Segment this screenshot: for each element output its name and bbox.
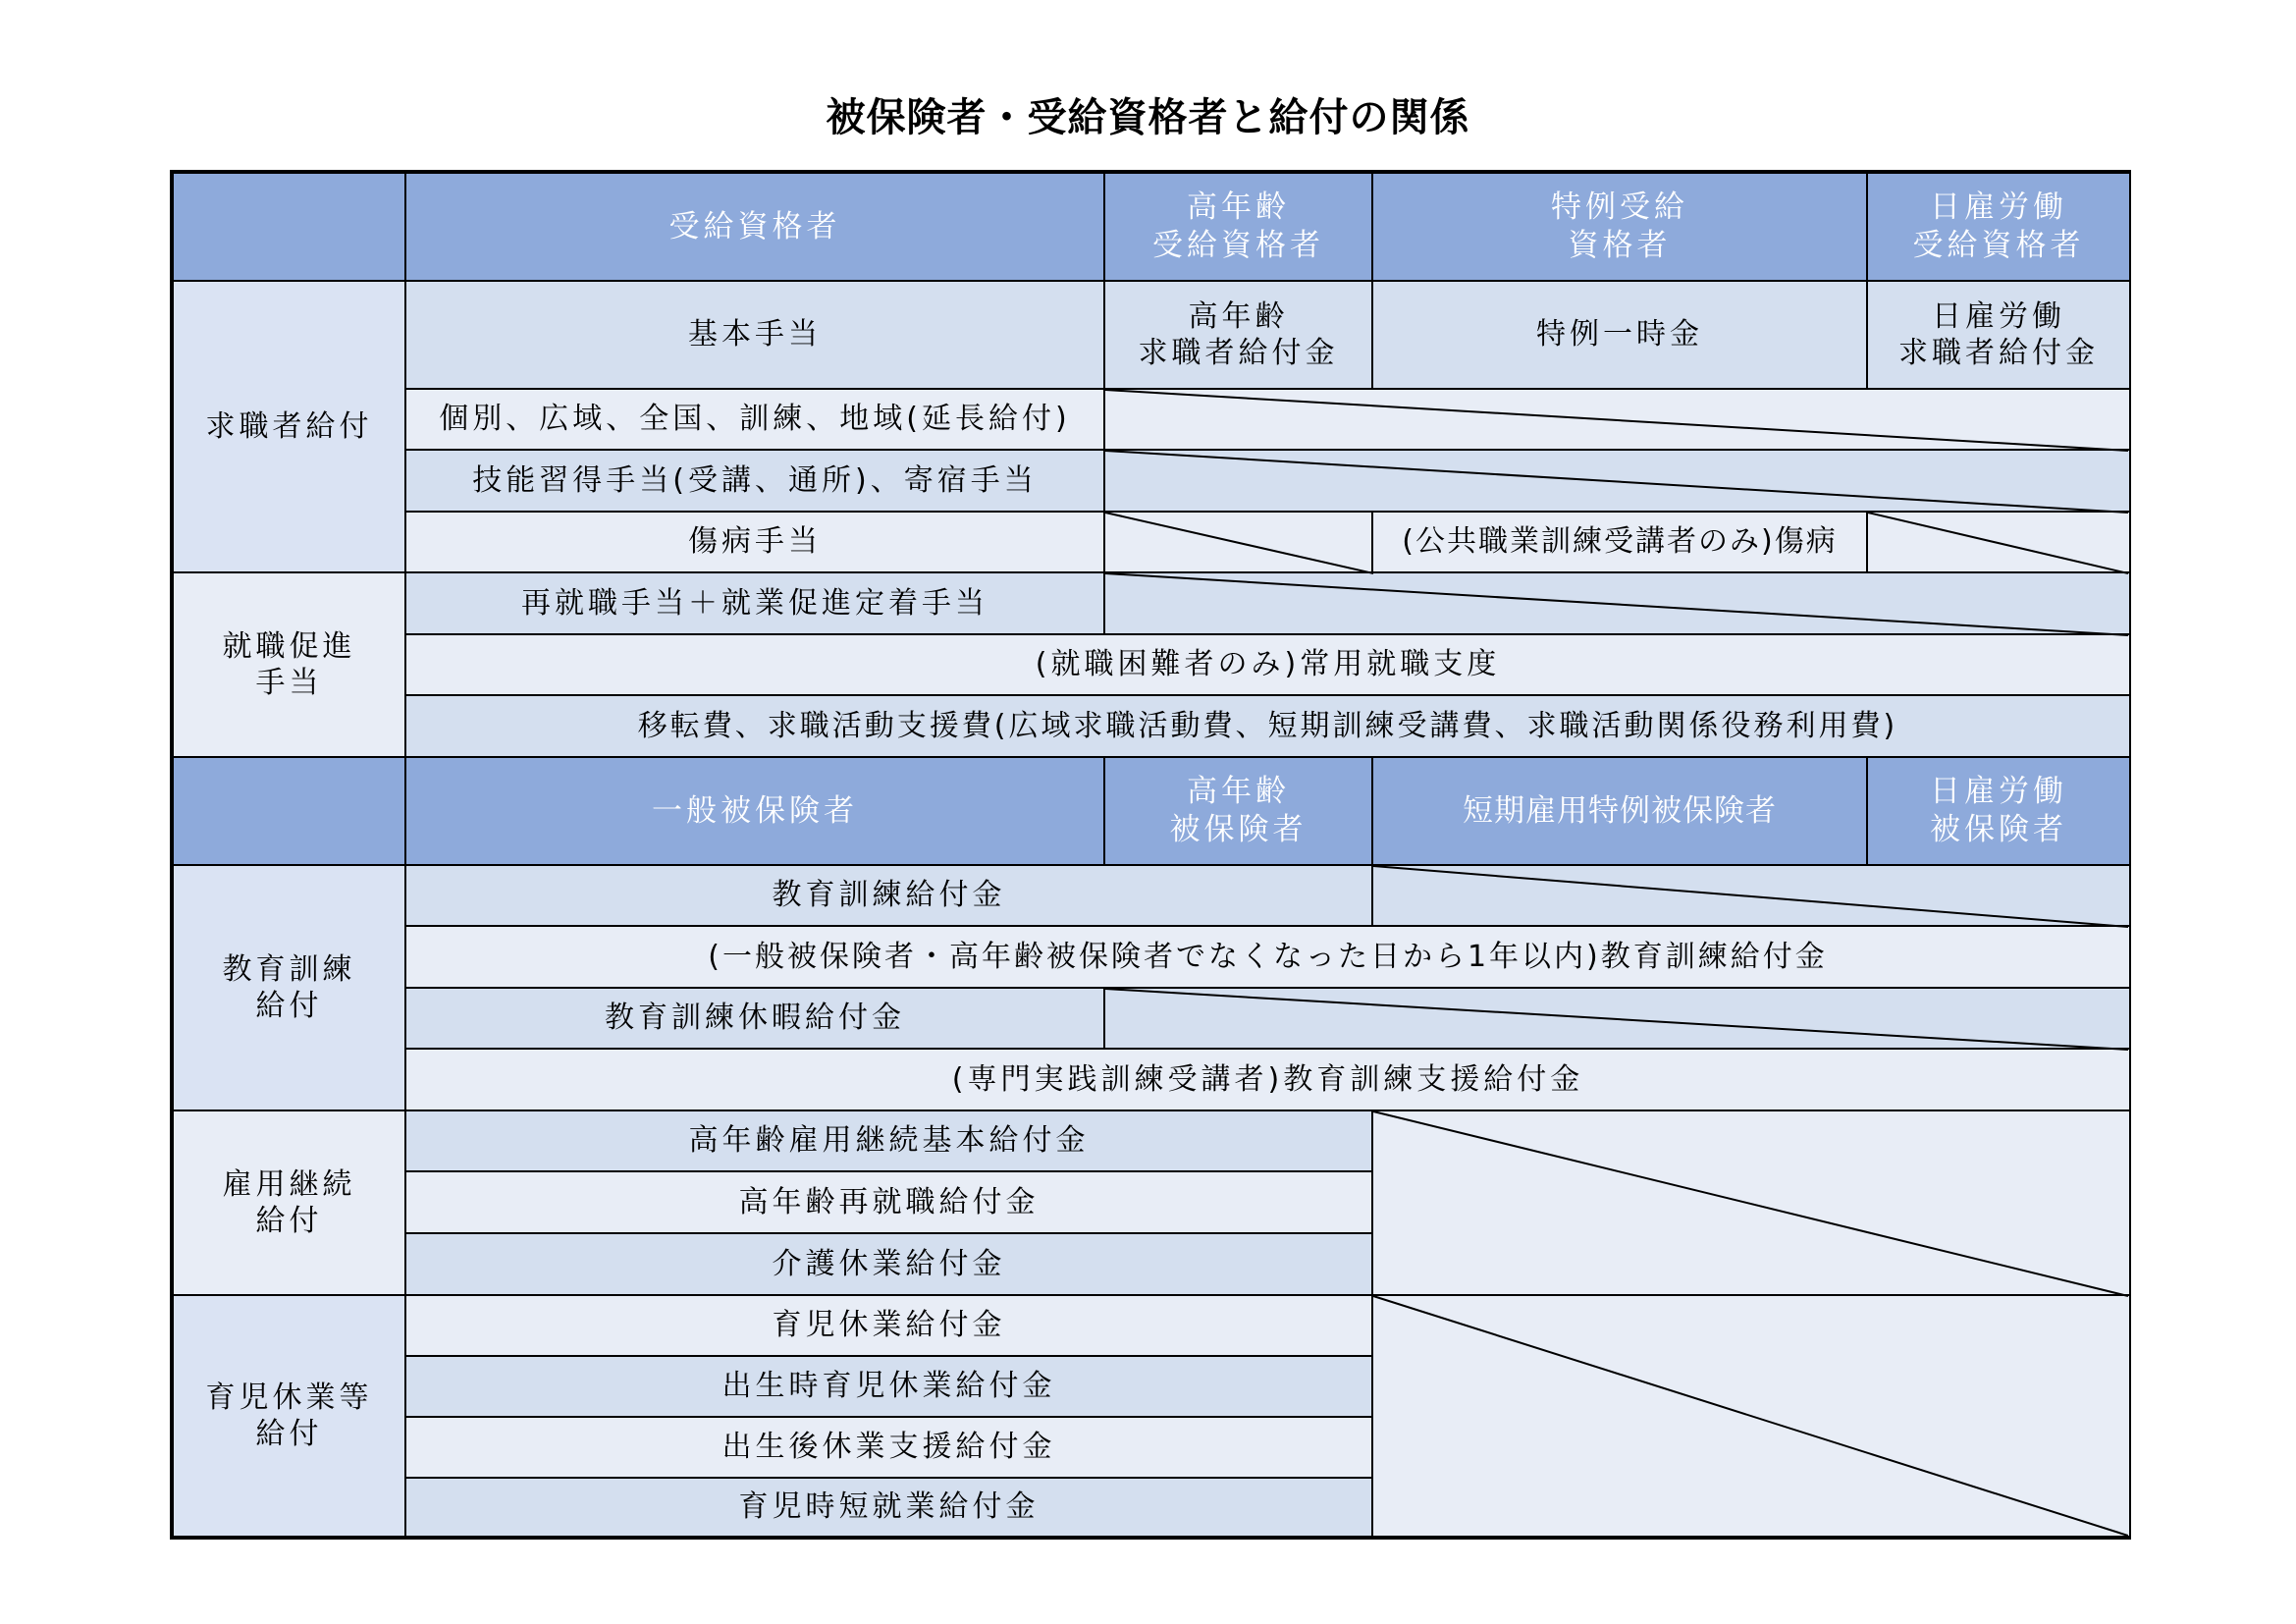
- row-post-birth-leave-support: 出生後休業支援給付金: [406, 1418, 1373, 1479]
- na-cell-childcare: [1373, 1296, 2129, 1536]
- header2-corner: [174, 758, 406, 866]
- benefit-relationship-table: [170, 170, 2131, 1540]
- header2-day-laborer-insured: 日雇労働 被保険者: [1868, 758, 2129, 866]
- header2-short-term-insured: 短期雇用特例被保険者: [1373, 758, 1868, 866]
- na-cell-skill-acquisition: [1105, 451, 2129, 513]
- header1-corner: [174, 174, 406, 282]
- row-education-support-benefit: (専門実践訓練受講者)教育訓練支援給付金: [406, 1050, 2129, 1111]
- na-cell-employment-continuation: [1373, 1111, 2129, 1296]
- row-childcare-leave: 育児休業給付金: [406, 1296, 1373, 1357]
- row-elderly-job-seeker-benefit: 高年齢 求職者給付金: [1105, 282, 1373, 390]
- page-title: 被保険者・受給資格者と給付の関係: [826, 95, 1470, 140]
- row-family-care-leave: 介護休業給付金: [406, 1234, 1373, 1296]
- row-sickness-allowance: 傷病手当: [406, 513, 1105, 573]
- row-special-lump-sum: 特例一時金: [1373, 282, 1868, 390]
- na-cell-education-leave: [1105, 989, 2129, 1050]
- header2-general-insured: 一般被保険者: [406, 758, 1105, 866]
- row-relocation-costs: 移転費、求職活動支援費(広域求職活動費、短期訓練受講費、求職活動関係役務利用費): [406, 696, 2129, 758]
- na-cell-reemployment: [1105, 573, 2129, 635]
- row-skill-acquisition: 技能習得手当(受講、通所)、寄宿手当: [406, 451, 1105, 513]
- row-postnatal-childcare-leave: 出生時育児休業給付金: [406, 1357, 1373, 1418]
- header1-qualified-recipient: 受給資格者: [406, 174, 1105, 282]
- row-education-training-benefit: 教育訓練給付金: [406, 866, 1373, 927]
- row-sickness-trainee-only: (公共職業訓練受講者のみ)傷病: [1373, 513, 1868, 573]
- header1-special-recipient: 特例受給 資格者: [1373, 174, 1868, 282]
- row-education-leave-benefit: 教育訓練休暇給付金: [406, 989, 1105, 1050]
- header2-elderly-insured: 高年齢 被保険者: [1105, 758, 1373, 866]
- category-employment-continuation: 雇用継続 給付: [174, 1111, 406, 1296]
- na-cell-extended-benefits: [1105, 390, 2129, 451]
- row-elderly-reemployment: 高年齢再就職給付金: [406, 1172, 1373, 1234]
- row-regular-employment-support: (就職困難者のみ)常用就職支度: [406, 635, 2129, 696]
- category-childcare: 育児休業等 給付: [174, 1296, 406, 1536]
- header1-day-laborer-recipient: 日雇労働 受給資格者: [1868, 174, 2129, 282]
- row-education-after-loss: (一般被保険者・高年齢被保険者でなくなった日から1年以内)教育訓練給付金: [406, 927, 2129, 989]
- row-day-laborer-job-seeker-benefit: 日雇労働 求職者給付金: [1868, 282, 2129, 390]
- header1-elderly-recipient: 高年齢 受給資格者: [1105, 174, 1373, 282]
- na-cell-education-training: [1373, 866, 2129, 927]
- row-elderly-continuation-basic: 高年齢雇用継続基本給付金: [406, 1111, 1373, 1172]
- na-cell-sickness-day-laborer: [1868, 513, 2129, 573]
- category-education: 教育訓練 給付: [174, 866, 406, 1111]
- na-cell-sickness-elderly: [1105, 513, 1373, 573]
- row-childcare-short-time: 育児時短就業給付金: [406, 1479, 1373, 1536]
- row-reemployment-allowance: 再就職手当＋就業促進定着手当: [406, 573, 1105, 635]
- row-basic-allowance: 基本手当: [406, 282, 1105, 390]
- category-job-seeker: 求職者給付: [174, 282, 406, 573]
- category-employment-promotion: 就職促進 手当: [174, 573, 406, 758]
- row-extended-benefits: 個別、広域、全国、訓練、地域(延長給付): [406, 390, 1105, 451]
